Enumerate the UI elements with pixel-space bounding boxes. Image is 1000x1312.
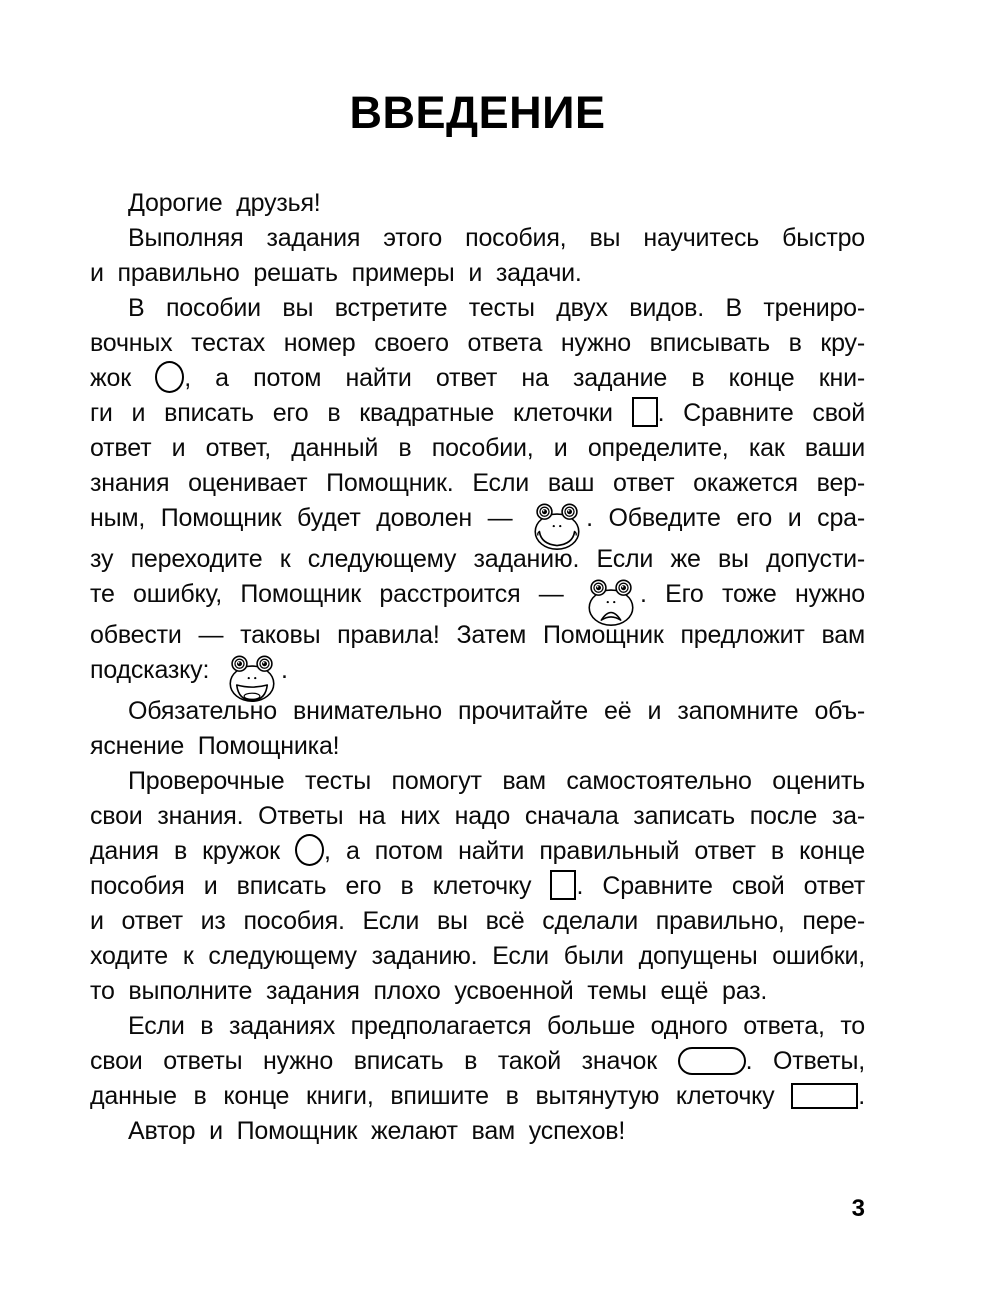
- text-line: [90, 291, 865, 326]
- text-segment: Автор и Помощник желают вам успехов!: [128, 1117, 626, 1145]
- text-segment: .: [858, 1082, 865, 1110]
- text-segment: и правильно решать примеры и задачи.: [90, 259, 582, 287]
- text-segment: жок: [90, 364, 156, 392]
- page-number: 3: [851, 1195, 865, 1222]
- text-line: [90, 834, 865, 869]
- frog-happy-icon: [528, 504, 586, 532]
- pill-icon: [678, 1047, 746, 1075]
- text-segment: ным, Помощник будет доволен —: [90, 504, 529, 532]
- text-segment: свои знания. Ответы на них надо сначала записать после за-: [90, 802, 865, 830]
- text-line: [90, 1079, 865, 1114]
- text-segment: ги и вписать его в квадратные клеточки: [90, 399, 632, 427]
- text-segment: Дорогие друзья!: [128, 189, 321, 217]
- text-line: [90, 1009, 865, 1044]
- frog-sad-icon: [582, 580, 640, 608]
- text-segment: вочных тестах номер своего ответа нужно вписывать в кру-: [90, 329, 865, 357]
- text-line: [90, 431, 865, 466]
- text-line: [90, 326, 865, 361]
- text-segment: , а потом найти ответ на задание в конце кни-: [184, 364, 865, 392]
- text-segment: то выполните задания плохо усвоенной темы ещё раз.: [90, 977, 768, 1005]
- text-line: [90, 361, 865, 396]
- text-line: [90, 618, 865, 653]
- rect-icon: [791, 1083, 858, 1109]
- text-segment: ответ и ответ, данный в пособии, и определите, как ваши: [90, 434, 865, 462]
- square-icon: [550, 870, 576, 900]
- circle-icon: [155, 361, 184, 393]
- text-segment: зу переходите к следующему заданию. Если же вы допусти-: [90, 545, 865, 573]
- text-segment: ходите к следующему заданию. Если были допущены ошибки,: [90, 942, 865, 970]
- text-segment: Проверочные тесты помогут вам самостоятельно оценить: [128, 767, 865, 795]
- text-segment: и ответ из пособия. Если вы всё сделали правильно, пере-: [90, 907, 865, 935]
- text-segment: дания в кружок: [90, 837, 296, 865]
- text-line: [90, 186, 865, 221]
- text-line: [90, 1114, 865, 1149]
- text-segment: .: [280, 656, 288, 684]
- page-title: ВВЕДЕНИЕ: [349, 87, 606, 138]
- text-line: [90, 396, 865, 431]
- text-line: [90, 904, 865, 939]
- text-line: [90, 869, 865, 904]
- text-segment: . Сравните свой: [657, 399, 865, 427]
- text-line: [90, 729, 865, 764]
- text-segment: . Его тоже нужно: [639, 580, 866, 608]
- text-segment: Выполняя задания этого пособия, вы научитесь быстро: [128, 224, 865, 252]
- text-segment: Если в заданиях предполагается больше одного ответа, то: [128, 1012, 865, 1040]
- text-line: [90, 542, 865, 577]
- text-segment: свои ответы нужно вписать в такой значок: [90, 1047, 678, 1075]
- text-line: [90, 577, 865, 618]
- circle-icon: [295, 834, 324, 866]
- text-line: [90, 1044, 865, 1079]
- text-segment: подсказку:: [90, 656, 223, 684]
- text-segment: пособия и вписать его в клеточку: [90, 872, 551, 900]
- text-line: [90, 221, 865, 256]
- text-line: [90, 256, 865, 291]
- text-line: [90, 653, 865, 694]
- text-segment: . Сравните свой ответ: [576, 872, 865, 900]
- text-segment: Обязательно внимательно прочитайте её и запомните объ-: [128, 697, 865, 725]
- text-line: [90, 764, 865, 799]
- text-line: [90, 466, 865, 501]
- text-line: [90, 501, 865, 542]
- frog-open-mouth-icon: [223, 656, 281, 684]
- text-line: [90, 799, 865, 834]
- text-segment: , а потом найти правильный ответ в конце: [324, 837, 866, 865]
- text-segment: данные в конце книги, впишите в вытянутую клеточку: [90, 1082, 792, 1110]
- text-segment: обвести — таковы правила! Затем Помощник предложит вам: [90, 621, 865, 649]
- text-line: [90, 939, 865, 974]
- text-line: [90, 694, 865, 729]
- text-segment: . Ответы,: [745, 1047, 865, 1075]
- text-segment: знания оценивает Помощник. Если ваш ответ окажется вер-: [90, 469, 865, 497]
- text-segment: . Обведите его и сра-: [586, 504, 866, 532]
- text-segment: те ошибку, Помощник расстроится —: [90, 580, 582, 608]
- text-line: [90, 974, 865, 1009]
- text-segment: яснение Помощника!: [90, 732, 340, 760]
- square-icon: [632, 397, 658, 427]
- text-segment: В пособии вы встретите тесты двух видов. В трениро-: [128, 294, 865, 322]
- body-text: [90, 186, 865, 1149]
